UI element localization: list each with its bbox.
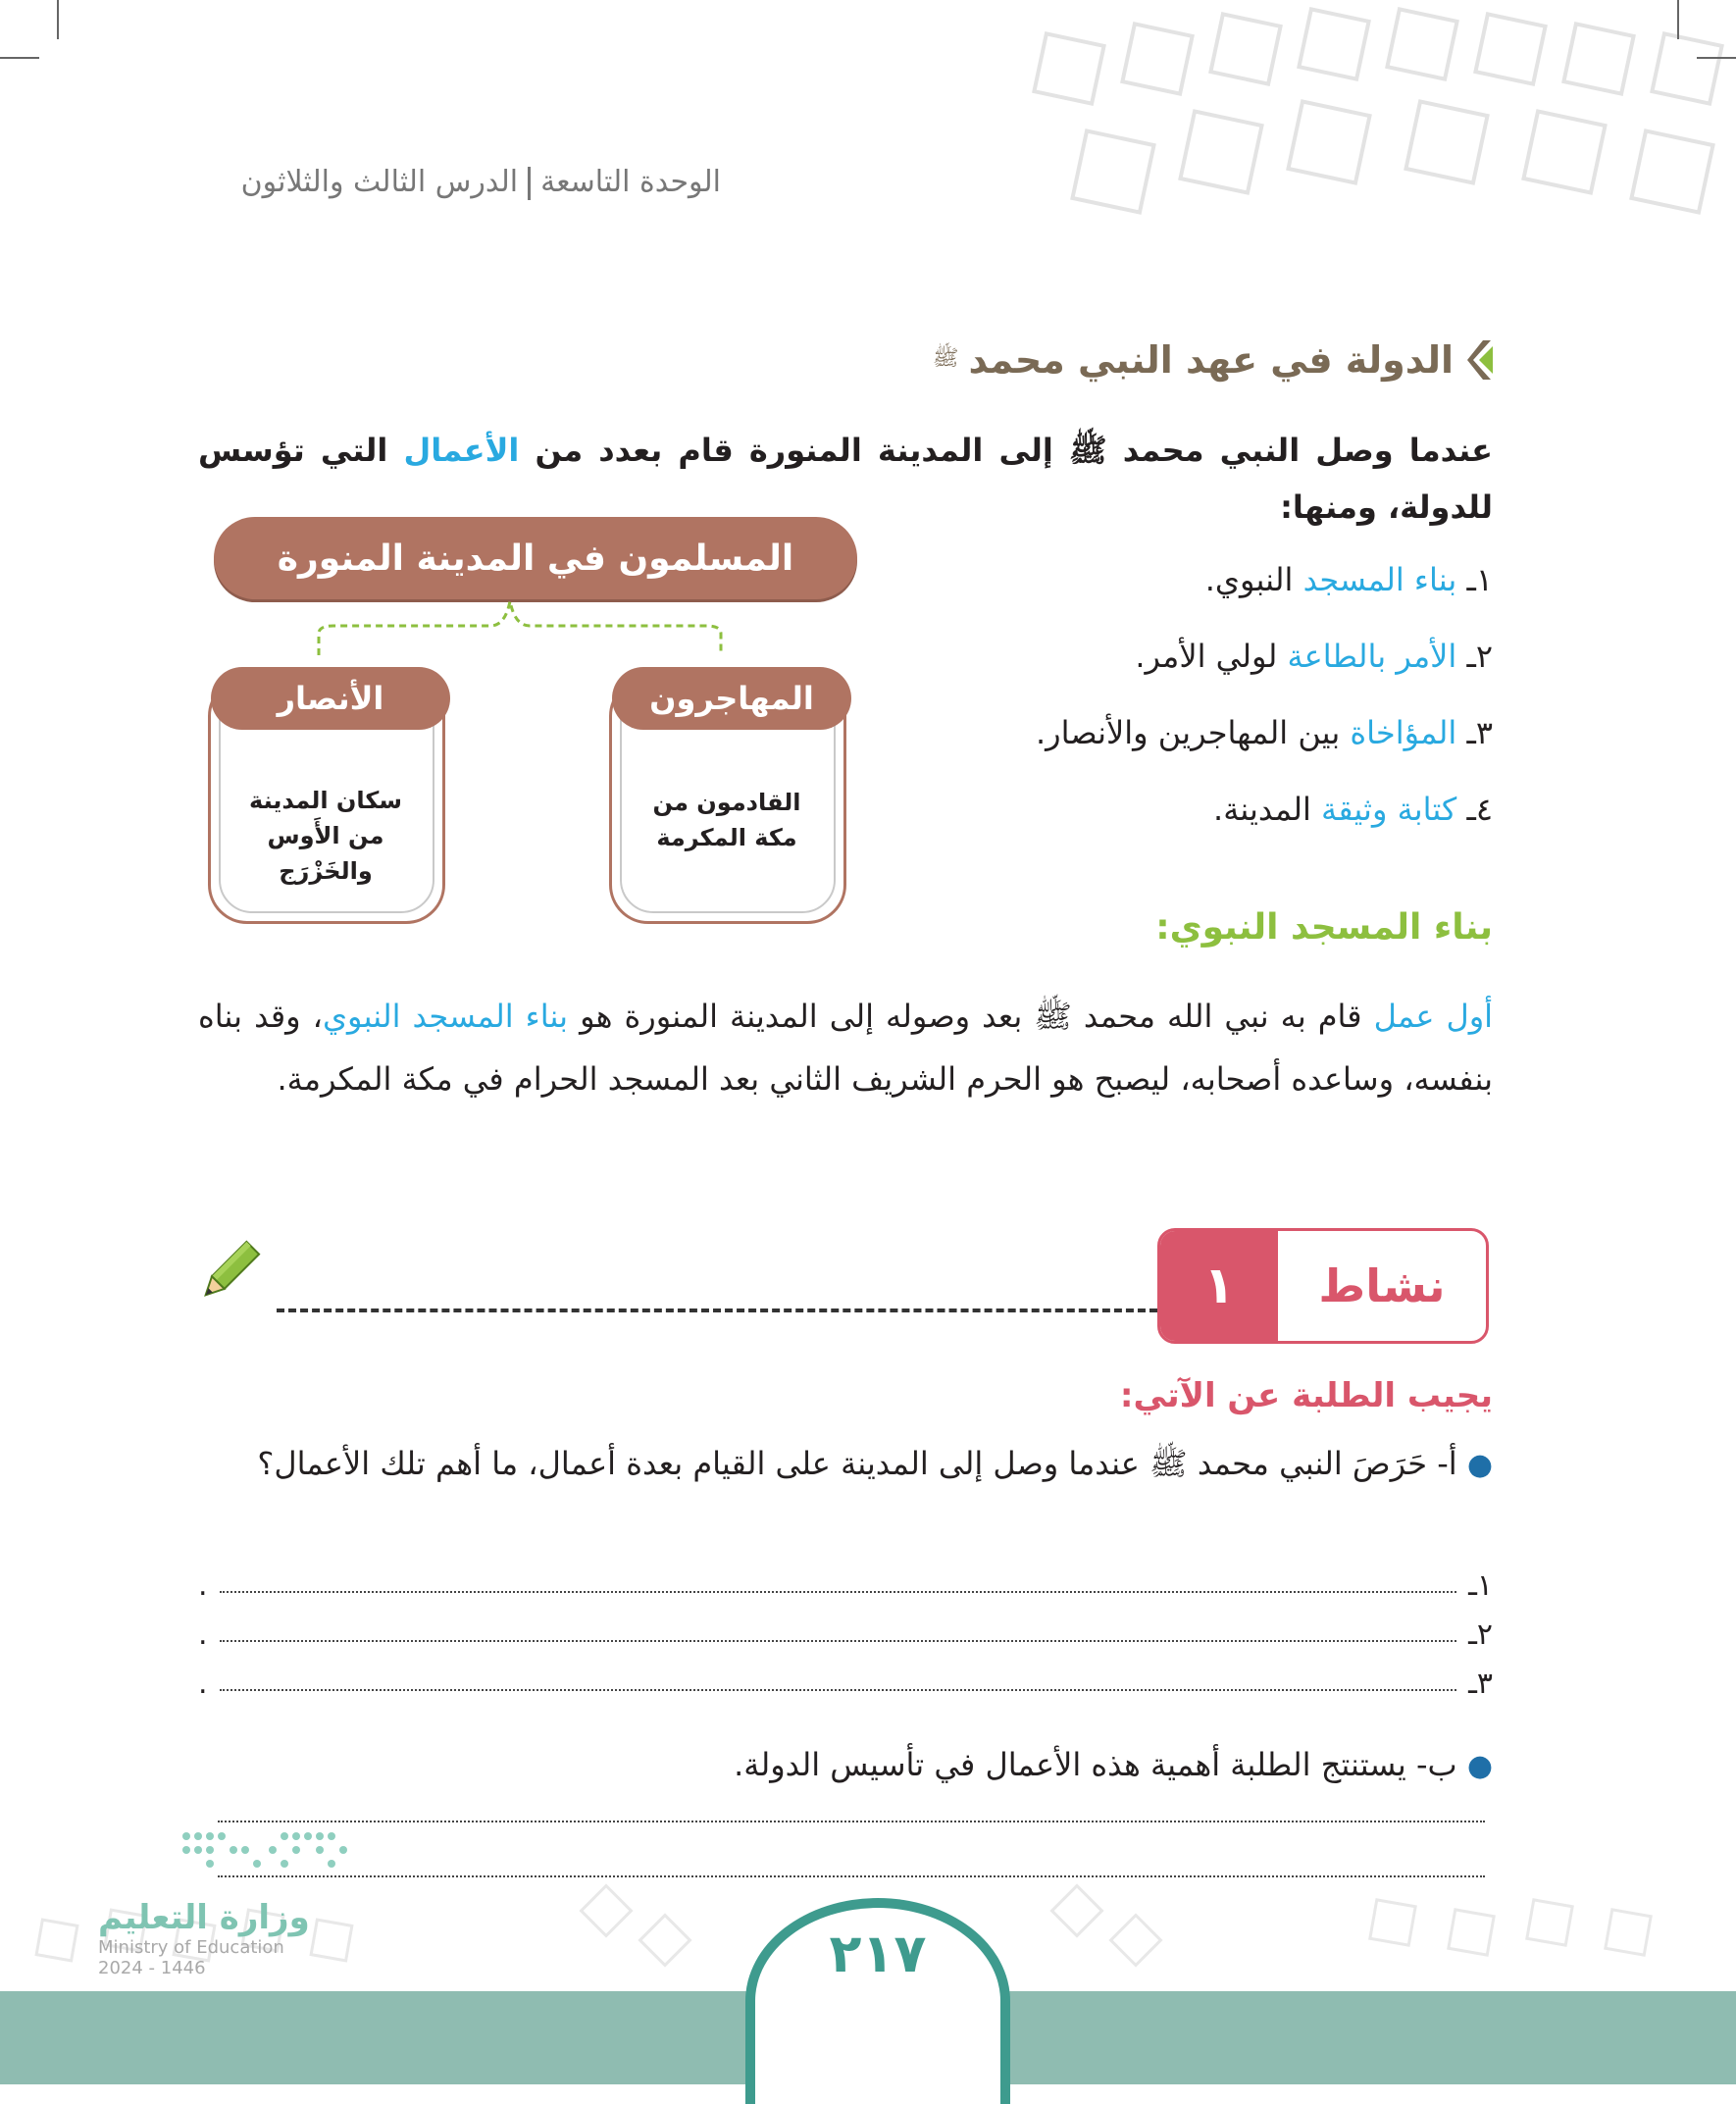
pencil-icon <box>192 1236 265 1309</box>
muhajirun-line-1: القادمون من <box>652 789 801 816</box>
lesson-label: الدرس الثالث والثلاثون <box>240 165 519 199</box>
activity-instructions: يجيب الطلبة عن الآتي: <box>1119 1376 1493 1415</box>
answer-line[interactable] <box>198 1658 1493 1701</box>
list-number: ٤ـ <box>1466 791 1493 828</box>
crop-mark <box>1677 0 1679 39</box>
list-text: النبوي. <box>1204 561 1294 598</box>
intro-text-1: عندما وصل النبي محمد ﷺ إلى المدينة المنورة قام بعدد من <box>535 432 1494 469</box>
masjid-paragraph <box>198 985 1493 1110</box>
list-number: ٣ـ <box>1466 714 1493 751</box>
activity-label: نشاط <box>1318 1259 1446 1312</box>
list-highlight: بناء المسجد <box>1302 561 1457 598</box>
list-highlight: المؤاخاة <box>1350 714 1457 751</box>
muhajirun-desc <box>609 785 844 855</box>
list-number: ٢ـ <box>1466 638 1493 675</box>
answer-end: . <box>198 1617 208 1652</box>
answer-dots <box>220 1589 1457 1593</box>
activity-number: ١ <box>1160 1231 1278 1341</box>
answer-line[interactable] <box>198 1560 1493 1603</box>
bullet-icon: ● <box>1466 1749 1493 1783</box>
answer-number: ١ـ <box>1468 1568 1493 1603</box>
list-item <box>1205 561 1493 598</box>
activity-dash-line <box>277 1309 1157 1312</box>
list-highlight: الأمر بالطاعة <box>1287 638 1457 675</box>
decorative-pattern-top <box>1020 0 1736 275</box>
diagram-connector <box>314 596 726 657</box>
intro-text-2: التي تؤسس للدولة، ومنها: <box>198 432 1493 526</box>
answer-number: ٢ـ <box>1468 1617 1493 1652</box>
ansar-line-3: والخَزْرَج <box>279 857 373 885</box>
page-number: ٢١٧ <box>829 1923 927 1984</box>
ministry-year: 2024 - 1446 <box>98 1958 206 1978</box>
masjid-text-2: ، وقد بناه بنفسه، وساعده أصحابه، ليصبح هو الحرم الشريف الثاني بعد المسجد الحرام في مكة المكرمة. <box>198 998 1493 1098</box>
answer-line-full[interactable] <box>218 1875 1485 1877</box>
masjid-highlight-2: بناء المسجد النبوي <box>322 998 569 1035</box>
diagram-title: المسلمون في المدينة المنورة <box>214 517 857 599</box>
list-text: المدينة. <box>1213 791 1311 828</box>
bullet-icon: ● <box>1466 1448 1493 1482</box>
question-a-text: أ- حَرَصَ النبي محمد ﷺ عندما وصل إلى المدينة على القيام بعدة أعمال، ما أهم تلك الأعمال؟ <box>257 1445 1457 1482</box>
ansar-desc <box>208 783 443 889</box>
crop-mark <box>0 57 39 59</box>
answer-dots <box>220 1687 1457 1691</box>
ministry-logo-dots <box>177 1826 353 1875</box>
list-number: ١ـ <box>1466 561 1493 598</box>
section-title-row <box>933 338 1493 382</box>
header-divider <box>528 167 531 200</box>
list-item <box>1036 714 1493 751</box>
muhajirun-label: المهاجرون <box>612 667 851 730</box>
crop-mark <box>1697 57 1736 59</box>
answer-number: ٣ـ <box>1468 1667 1493 1701</box>
question-b-text: ب- يستنتج الطلبة أهمية هذه الأعمال في تأسيس الدولة. <box>734 1746 1457 1783</box>
list-text: بين المهاجرين والأنصار. <box>1036 714 1341 751</box>
ansar-line-2: من الأَوس <box>267 822 384 849</box>
list-text: لولي الأمر. <box>1135 638 1278 675</box>
chevron-left-icon <box>1467 340 1493 380</box>
answer-end: . <box>198 1667 208 1701</box>
answer-end: . <box>198 1568 208 1603</box>
answer-dots <box>220 1638 1457 1642</box>
muhajirun-line-2: مكة المكرمة <box>656 824 797 851</box>
page-header <box>241 165 721 200</box>
intro-highlight: الأعمال <box>403 432 520 469</box>
ministry-logo <box>98 1898 310 1978</box>
masjid-highlight-1: أول عمل <box>1373 998 1494 1035</box>
ansar-label: الأنصار <box>211 667 450 730</box>
ministry-name-ar: وزارة التعليم <box>98 1898 310 1937</box>
masjid-text-1: قام به نبي الله محمد ﷺ بعد وصوله إلى المدينة المنورة هو <box>580 998 1362 1035</box>
pbuh-glyph: ﷺ <box>932 346 959 371</box>
answer-line[interactable] <box>198 1609 1493 1652</box>
masjid-heading: بناء المسجد النبوي: <box>1155 907 1493 948</box>
activity-badge <box>1157 1228 1489 1344</box>
answer-line-full[interactable] <box>218 1821 1485 1822</box>
unit-label: الوحدة التاسعة <box>540 165 721 199</box>
question-b <box>734 1746 1493 1783</box>
section-title: الدولة في عهد النبي محمد <box>968 338 1454 382</box>
ansar-line-1: سكان المدينة <box>249 787 402 814</box>
question-a <box>198 1432 1493 1497</box>
ministry-name-en: Ministry of Education <box>98 1937 284 1958</box>
list-highlight: كتابة وثيقة <box>1321 791 1457 828</box>
list-item <box>1135 638 1493 675</box>
crop-mark <box>57 0 59 39</box>
list-item <box>1213 791 1493 828</box>
